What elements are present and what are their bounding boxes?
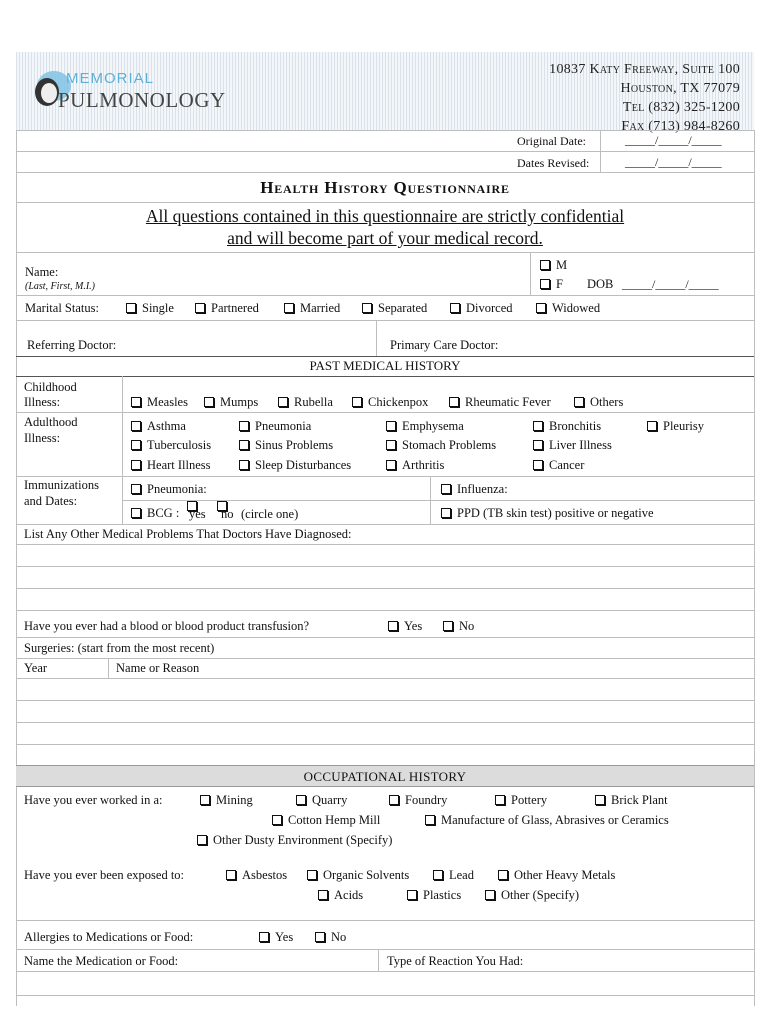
marital-divorced-checkbox[interactable] (450, 301, 513, 316)
option-label: Rheumatic Fever (465, 395, 551, 409)
option-label: Others (590, 395, 624, 409)
option-label: Widowed (552, 301, 601, 315)
checkbox-icon (536, 303, 546, 313)
past-medical-history-heading: PAST MEDICAL HISTORY (309, 358, 461, 373)
occupational-history-band (16, 765, 754, 787)
option-label: Measles (147, 395, 188, 409)
option-label: Partnered (211, 301, 259, 315)
checkbox-icon (352, 397, 362, 407)
option-label: Influenza: (457, 482, 508, 496)
option-label: Asbestos (242, 868, 288, 882)
bcg-circle-hint: (circle one) (241, 507, 299, 521)
transfusion-no-checkbox[interactable] (443, 619, 474, 634)
marital-widowed-checkbox[interactable] (536, 301, 600, 316)
adulthood-bronchitis-checkbox[interactable] (533, 419, 601, 434)
worked-other-dusty-checkbox[interactable] (197, 833, 392, 848)
checkbox-icon (595, 795, 605, 805)
checkbox-icon (533, 440, 543, 450)
worked-mining-checkbox[interactable] (200, 793, 253, 808)
dob-label: DOB (587, 277, 614, 291)
checkbox-icon (226, 870, 236, 880)
checkbox-icon (131, 440, 141, 450)
option-label: BCG : (147, 506, 180, 520)
option-label: Manufacture of Glass, Abrasives or Ceramics (441, 813, 669, 827)
checkbox-icon (131, 508, 141, 518)
adulthood-stomach-problems-checkbox[interactable] (386, 438, 496, 453)
option-label: Emphysema (402, 419, 464, 433)
transfusion-yes-checkbox[interactable] (388, 619, 422, 634)
checkbox-icon (386, 460, 396, 470)
dates-revised-label: Dates Revised: (517, 156, 590, 170)
option-label: Lead (449, 868, 474, 882)
allergies-question: Allergies to Medications or Food: (24, 930, 194, 944)
checkbox-icon (200, 795, 210, 805)
checkbox-icon (389, 795, 399, 805)
checkbox-icon (131, 421, 141, 431)
option-label: Cotton Hemp Mill (288, 813, 381, 827)
option-label: Pneumonia: (147, 482, 207, 496)
checkbox-icon (533, 421, 543, 431)
checkbox-icon (540, 260, 550, 270)
checkbox-icon (278, 397, 288, 407)
original-date-field[interactable]: _____/_____/_____ (625, 133, 722, 147)
worked-quarry-checkbox[interactable] (296, 793, 347, 808)
childhood-label: Childhood (24, 380, 77, 394)
option-label: Pneumonia (255, 419, 312, 433)
checkbox-icon (485, 890, 495, 900)
option-label: Yes (404, 619, 423, 633)
option-label: Other (Specify) (501, 888, 580, 902)
option-label: Yes (275, 930, 294, 944)
checkbox-icon (315, 932, 325, 942)
checkbox-icon (540, 279, 550, 289)
worked-cotton-hemp-mill-checkbox[interactable] (272, 813, 380, 828)
option-label: Sleep Disturbances (255, 458, 352, 472)
marital-married-checkbox[interactable] (284, 301, 340, 316)
option-label: Tuberculosis (147, 438, 212, 452)
dates-revised-field[interactable]: _____/_____/_____ (625, 155, 722, 169)
option-label: Organic Solvents (323, 868, 410, 882)
address-fax: Fax (713) 984-8260 (621, 119, 740, 134)
primary-care-doctor-label: Primary Care Doctor: (390, 338, 499, 352)
checkbox-icon (495, 795, 505, 805)
sex-m-checkbox[interactable] (540, 258, 567, 273)
checkbox-icon (284, 303, 294, 313)
adulthood-emphysema-checkbox[interactable] (386, 419, 464, 434)
occupational-history-heading: OCCUPATIONAL HISTORY (303, 769, 467, 784)
childhood-measles-checkbox[interactable] (131, 395, 188, 410)
option-label: Stomach Problems (402, 438, 497, 452)
option-label: PPD (TB skin test) positive or negative (457, 506, 654, 520)
checkbox-icon (197, 835, 207, 845)
worked-manufacture-glass-checkbox[interactable] (425, 813, 669, 828)
immunization-ppd-checkbox[interactable] (441, 506, 654, 521)
immunization-bcg-checkbox[interactable] (131, 506, 179, 521)
checkbox-icon (388, 621, 398, 631)
childhood-others-checkbox[interactable] (574, 395, 623, 410)
checkbox-icon (318, 890, 328, 900)
allergies-yes-checkbox[interactable] (259, 930, 293, 945)
checkbox-icon (449, 397, 459, 407)
address-city: Houston, TX 77079 (620, 81, 740, 96)
exposed-organic-solvents-checkbox[interactable] (307, 868, 409, 883)
marital-status-label: Marital Status: (25, 301, 99, 315)
adulthood-sleep-disturbances-checkbox[interactable] (239, 458, 351, 473)
option-label: Foundry (405, 793, 448, 807)
option-label: Bronchitis (549, 419, 602, 433)
checkbox-icon (441, 508, 451, 518)
immunization-pneumonia-checkbox[interactable] (131, 482, 207, 497)
reaction-column: Type of Reaction You Had: (387, 954, 524, 968)
option-label: Arthritis (402, 458, 445, 472)
bcg-no-label: no (221, 507, 234, 521)
option-label: Pleurisy (663, 419, 704, 433)
childhood-rheumatic-fever-checkbox[interactable] (449, 395, 551, 410)
option-label: Separated (378, 301, 428, 315)
exposed-other-checkbox[interactable] (485, 888, 579, 903)
referring-doctor-label: Referring Doctor: (27, 338, 117, 352)
checkbox-icon (533, 460, 543, 470)
option-label: Brick Plant (611, 793, 668, 807)
option-label: Chickenpox (368, 395, 429, 409)
option-label: Single (142, 301, 174, 315)
checkbox-icon (259, 932, 269, 942)
adulthood-heart-illness-checkbox[interactable] (131, 458, 211, 473)
exposed-heavy-metals-checkbox[interactable] (498, 868, 615, 883)
option-label: Mining (216, 793, 253, 807)
checkbox-icon (126, 303, 136, 313)
confidential-notice-line1: All questions contained in this questionnaire are strictly confidential (145, 206, 625, 226)
checkbox-icon (131, 460, 141, 470)
exposed-lead-checkbox[interactable] (433, 868, 474, 883)
adulthood-cancer-checkbox[interactable] (533, 458, 584, 473)
checkbox-icon (433, 870, 443, 880)
checkbox-icon (443, 621, 453, 631)
checkbox-icon (307, 870, 317, 880)
checkbox-icon (362, 303, 372, 313)
checkbox-icon (407, 890, 417, 900)
marital-partnered-checkbox[interactable] (195, 301, 259, 316)
adulthood-tuberculosis-checkbox[interactable] (131, 438, 211, 453)
childhood-rubella-checkbox[interactable] (278, 395, 333, 410)
checkbox-icon (441, 484, 451, 494)
option-label: Mumps (220, 395, 259, 409)
name-hint: (Last, First, M.I.) (25, 281, 95, 292)
childhood-mumps-checkbox[interactable] (204, 395, 258, 410)
marital-single-checkbox[interactable] (126, 301, 174, 316)
option-label: No (459, 619, 475, 633)
exposed-plastics-checkbox[interactable] (407, 888, 461, 903)
checkbox-icon (131, 397, 141, 407)
checkbox-icon (386, 421, 396, 431)
medication-column: Name the Medication or Food: (24, 954, 179, 968)
option-label: Divorced (466, 301, 513, 315)
immunization-influenza-checkbox[interactable] (441, 482, 508, 497)
worked-pottery-checkbox[interactable] (495, 793, 547, 808)
exposed-asbestos-checkbox[interactable] (226, 868, 287, 883)
option-label: Married (300, 301, 341, 315)
adulthood-asthma-checkbox[interactable] (131, 419, 186, 434)
childhood-label-2: Illness: (24, 395, 61, 409)
checkbox-icon (498, 870, 508, 880)
adulthood-arthritis-checkbox[interactable] (386, 458, 444, 473)
option-label: Acids (334, 888, 364, 902)
other-medical-problems-label: List Any Other Medical Problems That Doctors Have Diagnosed: (24, 527, 352, 541)
option-label: No (331, 930, 347, 944)
adulthood-label: Adulthood (24, 415, 78, 429)
exposed-to-question: Have you ever been exposed to: (24, 868, 185, 882)
marital-separated-checkbox[interactable] (362, 301, 427, 316)
logo-wordmark-memorial: MEMORIAL (66, 70, 155, 87)
adulthood-sinus-problems-checkbox[interactable] (239, 438, 333, 453)
confidential-notice-line2: and will become part of your medical record. (227, 228, 543, 248)
practice-address (549, 60, 740, 136)
exposed-acids-checkbox[interactable] (318, 888, 363, 903)
original-date-label: Original Date: (517, 134, 586, 148)
logo-wordmark-pulmonology: PULMONOLOGY (58, 88, 226, 112)
option-label: Pottery (511, 793, 548, 807)
checkbox-icon (386, 440, 396, 450)
option-label: Quarry (312, 793, 348, 807)
worked-foundry-checkbox[interactable] (389, 793, 447, 808)
option-label: Asthma (147, 419, 186, 433)
sex-f-label: F (556, 277, 563, 291)
option-label: Plastics (423, 888, 462, 902)
checkbox-icon (574, 397, 584, 407)
allergies-no-checkbox[interactable] (315, 930, 346, 945)
worked-in-question: Have you ever worked in a: (24, 793, 163, 807)
checkbox-icon (131, 484, 141, 494)
surgeries-reason-column: Name or Reason (116, 661, 200, 675)
immunizations-label-2: and Dates: (24, 494, 78, 508)
surgeries-label: Surgeries: (start from the most recent) (24, 641, 215, 655)
option-label: Heart Illness (147, 458, 211, 472)
name-label: Name: (25, 265, 59, 279)
immunizations-label: Immunizations (24, 478, 99, 492)
option-label: Rubella (294, 395, 333, 409)
option-label: Liver Illness (549, 438, 612, 452)
checkbox-icon (450, 303, 460, 313)
adulthood-liver-illness-checkbox[interactable] (533, 438, 612, 453)
dob-field[interactable]: _____/_____/_____ (622, 277, 719, 291)
form-title: Health History Questionnaire (260, 178, 510, 197)
checkbox-icon (239, 460, 249, 470)
bcg-yes-label: yes (189, 507, 206, 521)
surgeries-year-column: Year (24, 661, 48, 675)
checkbox-icon (239, 440, 249, 450)
address-tel: Tel (832) 325-1200 (622, 100, 740, 115)
option-label: Other Heavy Metals (514, 868, 616, 882)
sex-f-checkbox[interactable] (540, 277, 563, 292)
checkbox-icon (195, 303, 205, 313)
adulthood-pneumonia-checkbox[interactable] (239, 419, 311, 434)
adulthood-label-2: Illness: (24, 431, 61, 445)
option-label: Cancer (549, 458, 585, 472)
adulthood-pleurisy-checkbox[interactable] (647, 419, 704, 434)
worked-brick-plant-checkbox[interactable] (595, 793, 668, 808)
checkbox-icon (425, 815, 435, 825)
option-label: Other Dusty Environment (Specify) (213, 833, 393, 847)
checkbox-icon (272, 815, 282, 825)
checkbox-icon (647, 421, 657, 431)
checkbox-icon (239, 421, 249, 431)
option-label: Sinus Problems (255, 438, 334, 452)
sex-m-label: M (556, 258, 568, 272)
address-street: 10837 Katy Freeway, Suite 100 (549, 62, 740, 77)
checkbox-icon (296, 795, 306, 805)
childhood-chickenpox-checkbox[interactable] (352, 395, 428, 410)
transfusion-question: Have you ever had a blood or blood product transfusion? (24, 619, 309, 633)
checkbox-icon (204, 397, 214, 407)
